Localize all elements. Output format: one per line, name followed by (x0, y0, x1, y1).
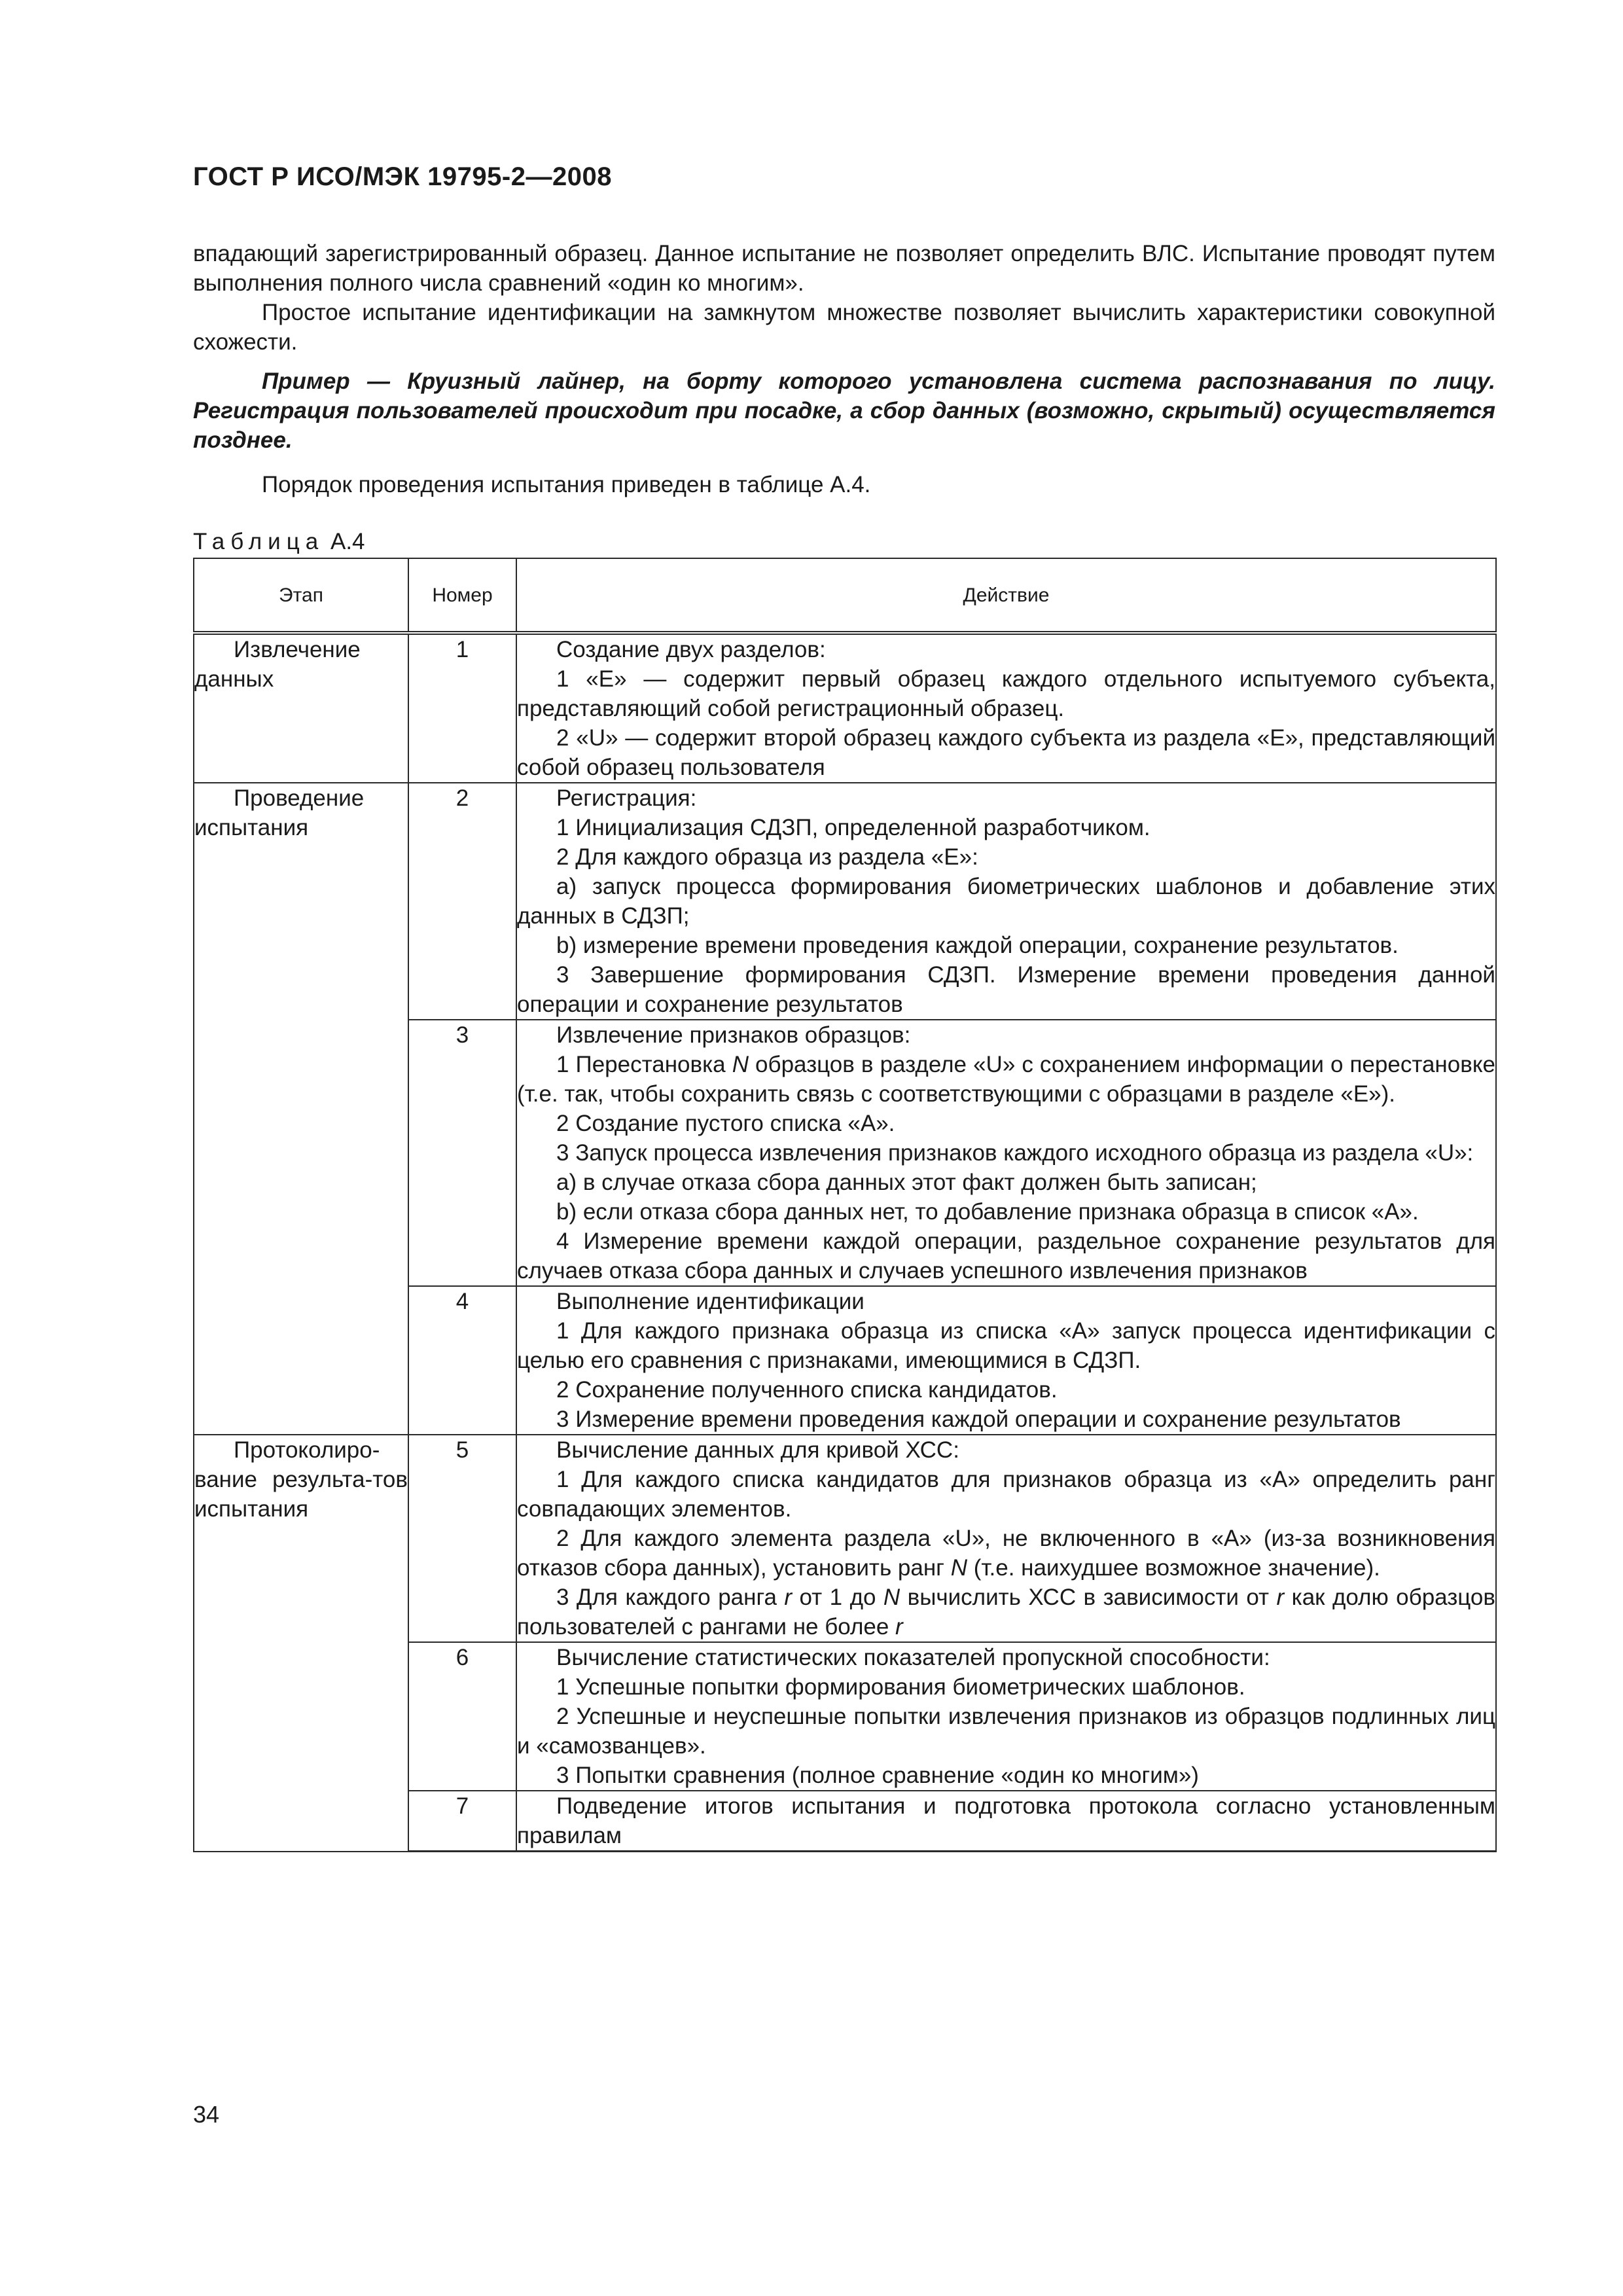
row-number: 5 (408, 1435, 516, 1642)
table-row (194, 633, 1496, 783)
variable-n: N (732, 1052, 749, 1077)
row-number: 3 (408, 1020, 516, 1286)
page-number: 34 (193, 2101, 220, 2128)
variable-r: r (895, 1614, 903, 1640)
action-item: a) в случае отказа сбора данных этот факт должен быть записан; (556, 1170, 1257, 1195)
stage-label: Протоколиро-вание результа-тов испытания (194, 1437, 408, 1522)
stage-cell (194, 1435, 408, 1852)
action-text: (т.е. наихудшее возможное значение). (967, 1555, 1380, 1581)
variable-n: N (950, 1555, 967, 1581)
table-row (194, 783, 1496, 1020)
action-cell (516, 633, 1496, 783)
action-cell (516, 1435, 1496, 1642)
header-number: Номер (408, 558, 516, 633)
action-item: b) измерение времени проведения каждой операции, сохранение результатов. (556, 933, 1399, 958)
action-title: Выполнение идентификации (556, 1289, 865, 1314)
action-title: Создание двух разделов: (556, 637, 826, 662)
action-item: 1 Для каждого списка кандидатов для признаков образца из «А» определить ранг совпадающих элементов. (517, 1467, 1495, 1522)
action-item (517, 1583, 1495, 1641)
action-item: b) если отказа сбора данных нет, то добавление признака образца в список «А». (556, 1199, 1419, 1225)
variable-r: r (784, 1585, 793, 1610)
stage-cell (194, 633, 408, 783)
table-row (194, 1435, 1496, 1642)
header-action: Действие (516, 558, 1496, 633)
action-item: 2 Успешные и неуспешные попытки извлечения признаков из образцов подлинных лиц и «самозванцев». (517, 1704, 1495, 1759)
action-text: 1 Перестановка (556, 1052, 732, 1077)
action-title: Регистрация: (556, 785, 697, 811)
action-cell (516, 1286, 1496, 1435)
action-text: от 1 до (792, 1585, 883, 1610)
action-text: как долю образцов пользователей с рангами не более (517, 1585, 1495, 1640)
action-text: 2 Для каждого элемента раздела «U», не включенного в «А» (из-за возникновения отказов сбора данных), установить ранг (517, 1526, 1495, 1581)
document-header: ГОСТ Р ИСО/МЭК 19795-2—2008 (193, 162, 612, 191)
row-number: 6 (408, 1642, 516, 1791)
row-number: 4 (408, 1286, 516, 1435)
action-item (517, 1524, 1495, 1583)
paragraph-closed-set: Простое испытание идентификации на замкнутом множестве позволяет вычислить характеристики совокупной схожести. (193, 300, 1495, 355)
action-item: 2 Для каждого образца из раздела «Е»: (556, 844, 978, 870)
stage-cell (194, 783, 408, 1435)
action-item: 1 Успешные попытки формирования биометрических шаблонов. (556, 1674, 1245, 1700)
table-caption (193, 527, 365, 556)
stage-label: Извлечение данных (194, 637, 361, 692)
example-paragraph: Пример — Круизный лайнер, на борту которого установлена система распознавания по лицу. Регистрация пользователей происходит при посадке, а сбор данных (возможно, скрытый) осуществляется позднее. (193, 368, 1495, 453)
procedure-table (193, 558, 1497, 1852)
table-caption-number: А.4 (330, 529, 365, 554)
action-text: 3 Для каждого ранга (556, 1585, 785, 1610)
action-item: 1 Для каждого признака образца из списка «А» запуск процесса идентификации с целью его сравнения с признаками, имеющимися в СДЗП. (517, 1318, 1495, 1373)
action-item: 2 Создание пустого списка «А». (556, 1111, 895, 1136)
action-item: 2 «U» — содержит второй образец каждого субъекта из раздела «Е», представляющий собой образец пользователя (517, 725, 1495, 780)
action-title: Подведение итогов испытания и подготовка протокола согласно установленным правилам (517, 1793, 1495, 1848)
action-title: Извлечение признаков образцов: (556, 1022, 911, 1048)
paragraph-procedure: Порядок проведения испытания приведен в таблице А.4. (262, 472, 871, 497)
action-cell (516, 1791, 1496, 1852)
action-cell (516, 1020, 1496, 1286)
action-item: 2 Сохранение полученного списка кандидатов. (556, 1377, 1058, 1403)
variable-r: r (1276, 1585, 1285, 1610)
table-caption-word: Таблица (193, 529, 325, 554)
action-item (517, 1050, 1495, 1109)
action-item: 1 Инициализация СДЗП, определенной разработчиком. (556, 815, 1150, 840)
header-stage: Этап (194, 558, 408, 633)
action-cell (516, 1642, 1496, 1791)
action-item: 3 Запуск процесса извлечения признаков каждого исходного образца из раздела «U»: (556, 1140, 1474, 1166)
row-number: 7 (408, 1791, 516, 1852)
action-item: 3 Измерение времени проведения каждой операции и сохранение результатов (556, 1407, 1401, 1432)
stage-label: Проведение испытания (194, 785, 365, 840)
action-text: вычислить ХСС в зависимости от (900, 1585, 1277, 1610)
variable-n: N (883, 1585, 901, 1610)
action-text: образцов в разделе «U» с сохранением информации о перестановке (т.е. так, чтобы сохранить связь с соответствующими с образцами в разделе «Е»). (517, 1052, 1495, 1107)
row-number: 2 (408, 783, 516, 1020)
table-header-row (194, 558, 1496, 633)
row-number: 1 (408, 633, 516, 783)
action-item: a) запуск процесса формирования биометрических шаблонов и добавление этих данных в СДЗП; (517, 874, 1495, 929)
action-cell (516, 783, 1496, 1020)
paragraph-continuation: впадающий зарегистрированный образец. Данное испытание не позволяет определить ВЛС. Испытание проводят путем выполнения полного числа сравнений «один ко многим». (193, 241, 1495, 296)
action-item: 3 Завершение формирования СДЗП. Измерение времени проведения данной операции и сохранение результатов (517, 962, 1495, 1017)
action-item: 4 Измерение времени каждой операции, раздельное сохранение результатов для случаев отказа сбора данных и случаев успешного извлечения признаков (517, 1229, 1495, 1283)
action-item: 1 «Е» — содержит первый образец каждого отдельного испытуемого субъекта, представляющий собой регистрационный образец. (517, 666, 1495, 721)
action-title: Вычисление данных для кривой ХСС: (556, 1437, 959, 1463)
action-title: Вычисление статистических показателей пропускной способности: (556, 1645, 1270, 1670)
action-item: 3 Попытки сравнения (полное сравнение «один ко многим») (556, 1763, 1199, 1788)
